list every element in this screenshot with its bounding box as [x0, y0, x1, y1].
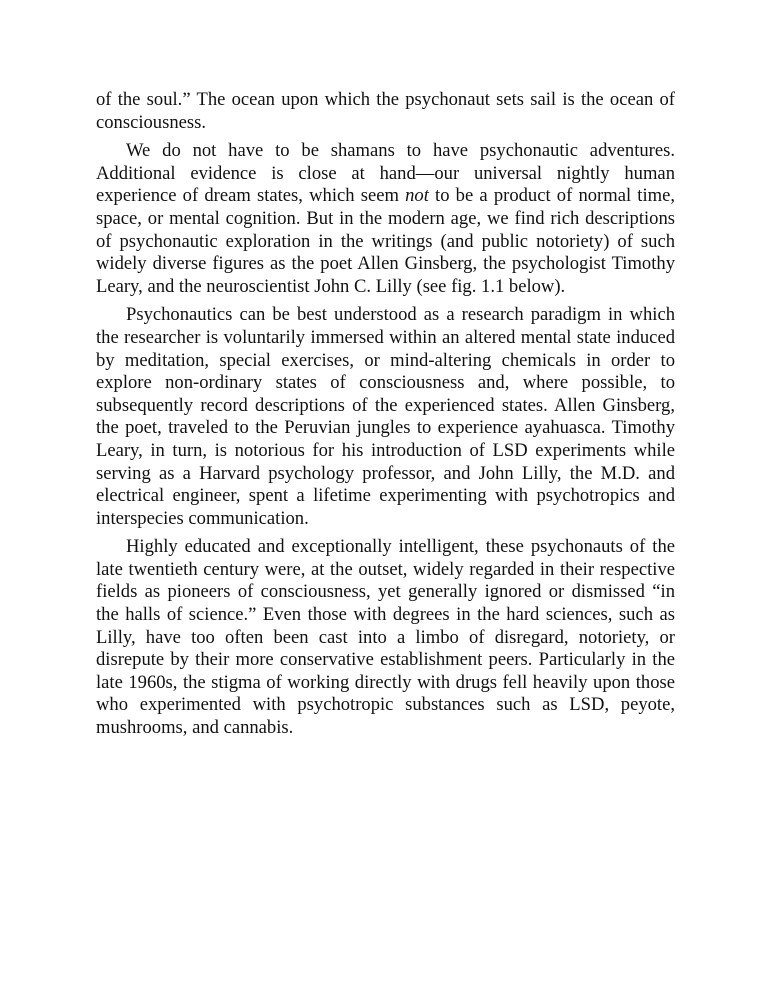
paragraph-1: [96, 89, 675, 134]
paragraph-text: Highly educated and exceptionally intelligent, these psychonauts of the late twentieth century were, at the outset, widely regarded in their respective fields as pioneers of consciousness, yet generally ignored or dismissed “in the halls of science.” Even those with degrees in the hard sciences, such as Lilly, have too often been cast into a limbo of disregard, notoriety, or disrepute by their more conservative establishment peers. Particularly in the late 1960s, the stigma of working directly with drugs fell heavily upon those who experimented with psychotropic substances such as LSD, peyote, mushrooms, and cannabis.: [96, 536, 675, 739]
paragraph-text: to be a product of normal time, space, or mental cognition. But in the modern age, we find rich descriptions of psychonautic exploration in the writings (and public notoriety) of such widely diverse figures as the poet Allen Ginsberg, the psychologist Timothy Leary, and the neuroscientist John C. Lilly (see fig. 1.1 below).: [96, 185, 675, 297]
document-page: [96, 89, 675, 746]
paragraph-text: Psychonautics can be best understood as a research paradigm in which the researcher is voluntarily immersed within an altered mental state induced by meditation, special exercises, or mind-altering chemicals in order to explore non-ordinary states of consciousness and, where possible, to subsequently record descriptions of the experienced states. Allen Ginsberg, the poet, traveled to the Peruvian jungles to experience ayahuasca. Timothy Leary, in turn, is notorious for his introduction of LSD experiments while serving as a Harvard psychology professor, and John Lilly, the M.D. and electrical engineer, spent a lifetime experimenting with psychotropics and interspecies communication.: [96, 304, 675, 529]
paragraph-text: We do not have to be shamans to have psychonautic adventures. Additional evidence is close at hand—our universal nightly human experience of dream states, which seem: [96, 140, 675, 207]
paragraph-4: [96, 536, 675, 739]
emphasis-text: not: [405, 185, 429, 207]
paragraph-text: of the soul.” The ocean upon which the psychonaut sets sail is the ocean of consciousness.: [96, 89, 675, 133]
paragraph-3: [96, 304, 675, 530]
paragraph-2: [96, 140, 675, 298]
